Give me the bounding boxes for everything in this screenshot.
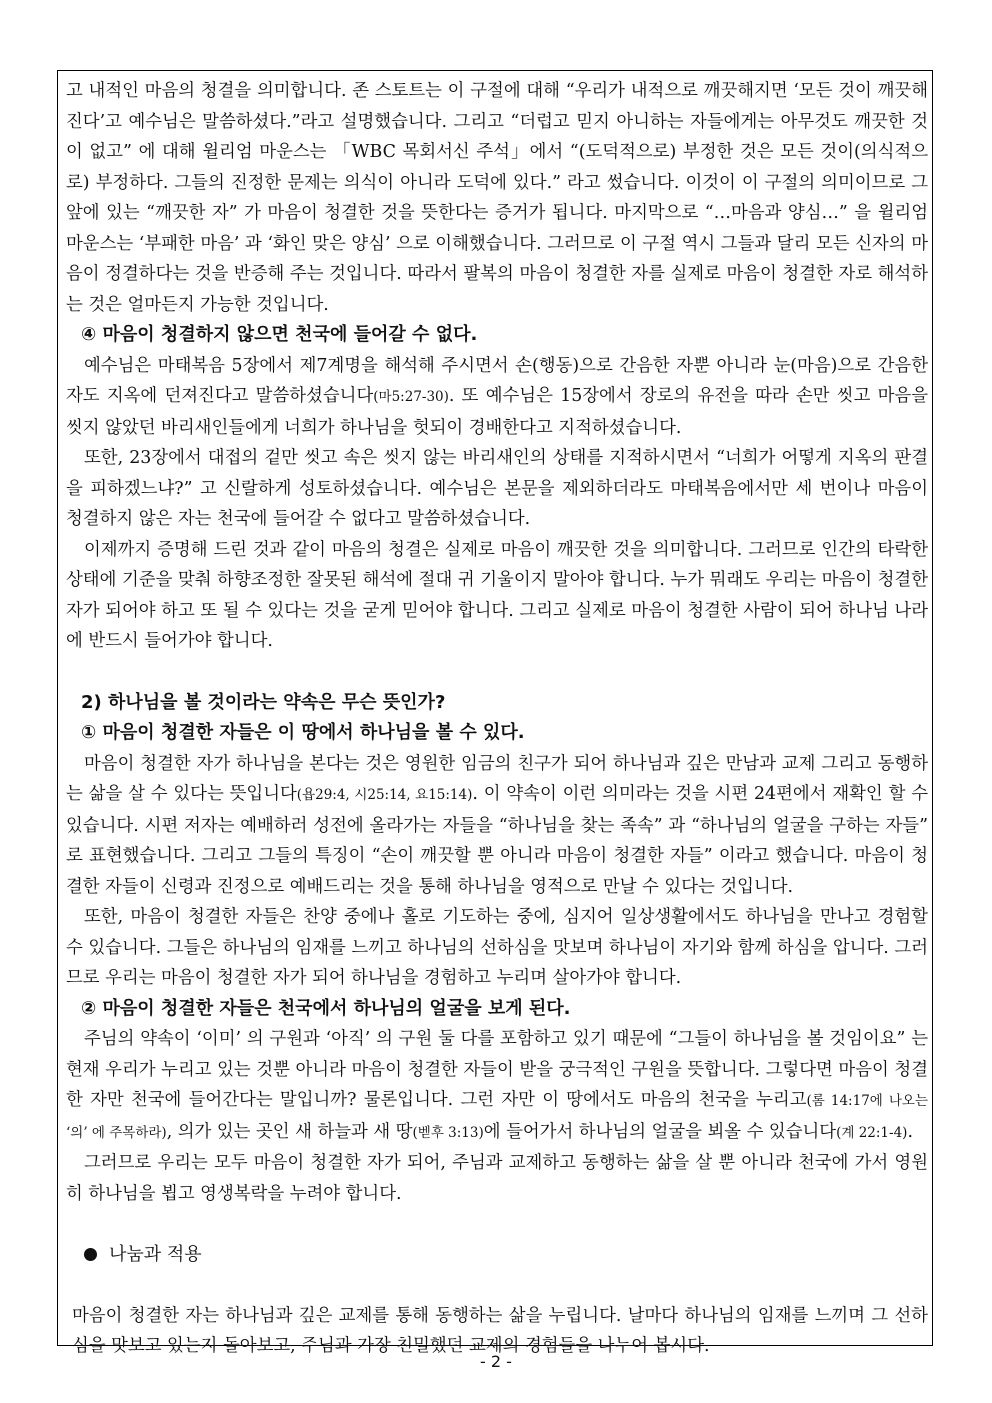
paragraph: 고 내적인 마음의 청결을 의미합니다. 존 스토트는 이 구절에 대해 “우리가 내적으로 깨끗해지면 ‘모든 것이 깨끗해진다’고 예수님은 말씀하셨다.”라고 설명했습니다. 그리고 “더럽고 믿지 아니하는 자들에게는 아무것도 깨끗한 것이 없고” 에 대해 윌리엄 마운스는 「WBC 목회서신 주석」에서 “(도덕적으로) 부정한 것은 모든 것이(의식적으로) 부정하다. 그들의 진정한 문제는 의식이 아니라 도덕에 있다.” 라고 썼습니다. 이것이 이 구절의 의미이므로 그 앞에 있는 “깨끗한 자” 가 마음이 청결한 것을 뜻한다는 증거가 됩니다. 마지막으로 “…마음과 양심…” 을 윌리엄 마운스는 ‘부패한 마음’ 과 ‘화인 맞은 양심’ 으로 이해했습니다. 그러므로 이 구절 역시 그들과 달리 모든 신자의 마음이 정결하다는 것을 반증해 주는 것입니다. 따라서 팔복의 마음이 청결한 자를 실제로 마음이 청결한 자로 해석하는 것은 얼마든지 가능한 것입니다. [66, 81, 928, 315]
page-number: - 2 - [480, 1352, 512, 1371]
scripture-citation: (욥29:4, 시25:14, 요15:14) [296, 787, 473, 803]
scripture-citation: (계 22:1-4) [836, 1124, 908, 1141]
paragraph: 그러므로 우리는 모두 마음이 청결한 자가 되어, 주님과 교제하고 동행하는 삶을 살 뿐 아니라 천국에 가서 영원히 하나님을 뵙고 영생복락을 누려야 합니다. [66, 1153, 928, 1204]
paragraph: 예수님은 마태복음 5장에서 제7계명을 해석해 주시면서 손(행동)으로 간음한 자뿐 아니라 눈(마음)으로 간음한 자도 지옥에 던져진다고 말씀하셨습니다(마5:27-30). 또 예수님은 15장에서 장로의 유전을 따라 손만 씻고 마음을 씻지 않았던 바리새인들에게 너희가 하나님을 헛되이 경배한다고 지적하셨습니다. [66, 355, 928, 438]
section-heading: 2) 하나님을 볼 것이라는 약속은 무슨 뜻인가? [81, 691, 446, 713]
scripture-citation: (벧후 3:13) [412, 1124, 484, 1141]
bullet-icon [84, 1248, 97, 1261]
paragraph: 주님의 약속이 ‘이미’ 의 구원과 ‘아직’ 의 구원 둘 다를 포함하고 있기 때문에 “그들이 하나님을 볼 것임이요” 는 현재 우리가 누리고 있는 것뿐 아니라 마음이 청결한 자들이 받을 궁극적인 구원을 뜻합니다. 그렇다면 마음이 청결한 자만 천국에 들어간다는 말입니까? 물론입니다. 그런 자만 이 땅에서도 마음의 천국을 누리고(롬 14:17에 나오는 ‘의’ 에 주목하라), 의가 있는 곳인 새 하늘과 새 땅(벧후 3:13)에 들어가서 하나님의 얼굴을 뵈올 수 있습니다(계 22:1-4). [66, 1029, 928, 1142]
paragraph: 또한, 마음이 청결한 자들은 찬양 중에나 홀로 기도하는 중에, 심지어 일상생활에서도 하나님을 만나고 경험할 수 있습니다. 그들은 하나님의 임재를 느끼고 하나님의 선하심을 맛보며 하나님이 자기와 함께 하심을 압니다. 그러므로 우리는 마음이 청결한 자가 되어 하나님을 경험하고 누리며 살아가야 합니다. [66, 907, 928, 988]
paragraph: 이제까지 증명해 드린 것과 같이 마음의 청결은 실제로 마음이 깨끗한 것을 의미합니다. 그러므로 인간의 타락한 상태에 기준을 맞춰 하향조정한 잘못된 해석에 절대 귀 기울이지 말아야 합니다. 누가 뭐래도 우리는 마음이 청결한 자가 되어야 하고 또 될 수 있다는 것을 굳게 믿어야 합니다. 그리고 실제로 마음이 청결한 사람이 되어 하나님 나라에 반드시 들어가야 합니다. [66, 539, 928, 651]
subheading-4: ④ 마음이 청결하지 않으면 천국에 들어갈 수 없다. [81, 324, 478, 345]
scripture-citation: (마5:27-30) [373, 389, 449, 405]
subheading-2: ② 마음이 청결한 자들은 천국에서 하나님의 얼굴을 보게 된다. [81, 997, 571, 1019]
sharing-heading: 나눔과 적용 [66, 1240, 928, 1271]
document-body [66, 76, 928, 1362]
paragraph: 마음이 청결한 자는 하나님과 깊은 교제를 통해 동행하는 삶을 누립니다. 날마다 하나님의 임재를 느끼며 그 선하심을 맛보고 있는지 돌아보고, 주님과 가장 친밀했던 교제의 경험들을 나누어 봅시다. [72, 1305, 928, 1356]
subheading-1: ① 마음이 청결한 자들은 이 땅에서 하나님을 볼 수 있다. [81, 722, 525, 743]
paragraph: 마음이 청결한 자가 하나님을 본다는 것은 영원한 임금의 친구가 되어 하나님과 깊은 만남과 교제 그리고 동행하는 삶을 살 수 있다는 뜻입니다(욥29:4, 시25:14, 요15:14). 이 약속이 이런 의미라는 것을 시편 24편에서 재확인 할 수 있습니다. 시편 저자는 예배하러 성전에 올라가는 자들을 “하나님을 찾는 족속” 과 “하나님의 얼굴을 구하는 자들” 로 표현했습니다. 그리고 그들의 특징이 “손이 깨끗할 뿐 아니라 마음이 청결한 자들” 이라고 했습니다. 마음이 청결한 자들이 신령과 진정으로 예배드리는 것을 통해 하나님을 영적으로 만날 수 있다는 것입니다. [66, 753, 929, 897]
paragraph: 또한, 23장에서 대접의 겉만 씻고 속은 씻지 않는 바리새인의 상태를 지적하시면서 “너희가 어떻게 지옥의 판결을 피하겠느냐?” 고 신랄하게 성토하셨습니다. 예수님은 본문을 제외하더라도 마태복음에서만 세 번이나 마음이 청결하지 않은 자는 천국에 들어갈 수 없다고 말씀하셨습니다. [66, 448, 928, 529]
scripture-citation: (롬 14:17에 나오는 ‘의’ 에 주목하라) [66, 1093, 928, 1141]
